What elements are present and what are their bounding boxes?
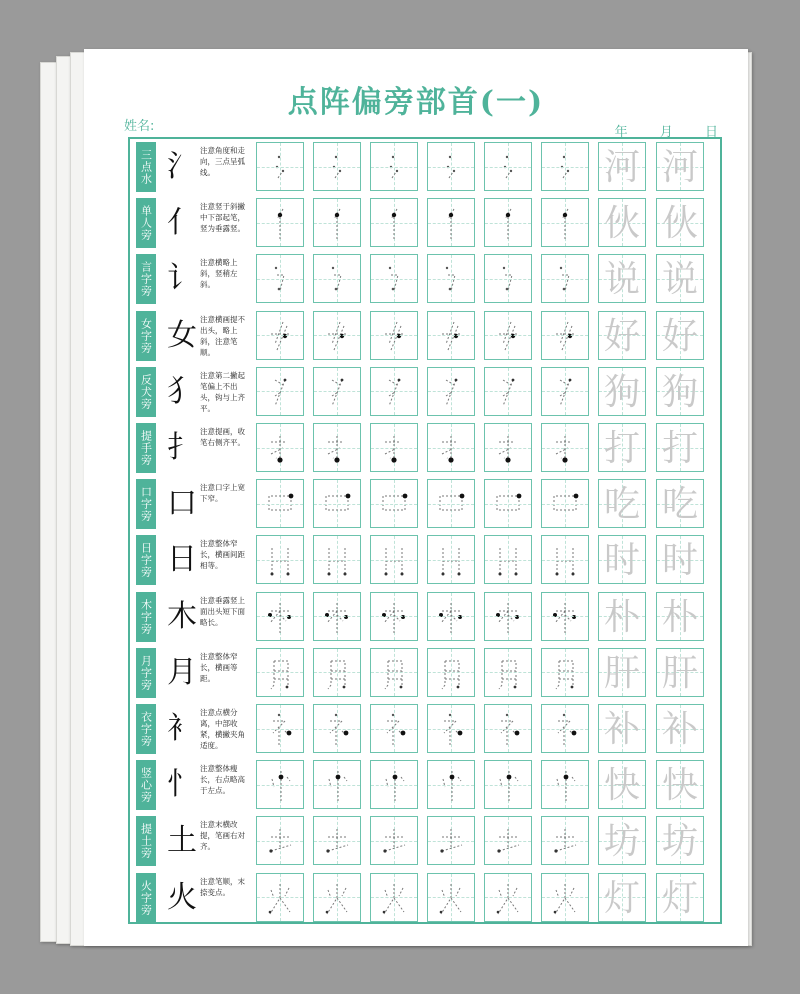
trace-character: 朴 bbox=[603, 596, 640, 638]
stroke-guide-icon bbox=[428, 536, 476, 585]
radical-model-character: 口 bbox=[167, 486, 197, 522]
trace-character: 肝 bbox=[603, 652, 640, 694]
trace-character: 灯 bbox=[661, 877, 698, 919]
stroke-guide-icon bbox=[428, 424, 476, 473]
trace-character: 河 bbox=[603, 147, 640, 188]
radical-name-label: 木字旁 bbox=[136, 592, 156, 642]
dot-matrix-practice-cell[interactable] bbox=[370, 704, 418, 753]
stroke-guide-icon bbox=[314, 874, 362, 923]
dot-matrix-practice-cell[interactable] bbox=[370, 479, 418, 528]
stroke-guide-icon bbox=[485, 255, 533, 304]
dot-matrix-practice-cell[interactable] bbox=[313, 142, 361, 191]
dot-matrix-practice-cell[interactable] bbox=[370, 311, 418, 360]
dot-matrix-practice-cell[interactable] bbox=[427, 479, 475, 528]
trace-character-cell[interactable] bbox=[656, 311, 704, 360]
stroke-guide-icon bbox=[314, 761, 362, 810]
dot-matrix-practice-cell[interactable] bbox=[313, 760, 361, 809]
trace-character-cell[interactable] bbox=[656, 479, 704, 528]
radical-model-character: 土 bbox=[167, 823, 197, 859]
dot-matrix-practice-cell[interactable] bbox=[427, 873, 475, 922]
radical-name-label: 言字旁 bbox=[136, 254, 156, 304]
dot-matrix-practice-cell[interactable] bbox=[313, 479, 361, 528]
writing-tip: 注意角度和走向，三点呈弧线。 bbox=[200, 146, 245, 177]
date-year: 年 bbox=[614, 125, 628, 140]
dot-matrix-practice-cell[interactable] bbox=[370, 142, 418, 191]
trace-character: 好 bbox=[603, 315, 640, 357]
stroke-guide-icon bbox=[485, 424, 533, 473]
dot-matrix-practice-cell[interactable] bbox=[370, 592, 418, 641]
stroke-guide-icon bbox=[542, 817, 590, 866]
trace-character-cell[interactable] bbox=[598, 816, 646, 865]
dot-matrix-practice-cell[interactable] bbox=[427, 816, 475, 865]
stroke-guide-icon bbox=[485, 368, 533, 417]
radical-row bbox=[130, 476, 720, 532]
dot-matrix-practice-cell[interactable] bbox=[541, 535, 589, 584]
dot-matrix-practice-cell[interactable] bbox=[541, 592, 589, 641]
writing-tip: 注意整体窄长，横画间距相等。 bbox=[200, 539, 245, 571]
radical-row bbox=[130, 757, 720, 813]
stroke-guide-icon bbox=[428, 817, 476, 866]
stroke-guide-icon bbox=[371, 255, 419, 304]
trace-character-cell[interactable] bbox=[656, 254, 704, 303]
trace-character-cell[interactable] bbox=[598, 592, 646, 641]
dot-matrix-practice-cell[interactable] bbox=[541, 704, 589, 753]
dot-matrix-practice-cell[interactable] bbox=[370, 367, 418, 416]
stroke-guide-icon bbox=[371, 143, 419, 192]
dot-matrix-practice-cell[interactable] bbox=[370, 816, 418, 865]
writing-tip: 注意横略上斜，竖稍左斜。 bbox=[200, 258, 238, 290]
dot-matrix-practice-cell[interactable] bbox=[313, 367, 361, 416]
trace-character-cell[interactable] bbox=[656, 367, 704, 416]
dot-matrix-practice-cell[interactable] bbox=[256, 254, 304, 303]
stroke-guide-icon bbox=[542, 199, 590, 248]
stroke-guide-icon bbox=[371, 368, 419, 417]
stroke-guide-icon bbox=[257, 761, 305, 810]
radical-model-character: 讠 bbox=[167, 261, 197, 297]
radical-row bbox=[130, 645, 720, 701]
stroke-guide-icon bbox=[485, 817, 533, 866]
stroke-guide-icon bbox=[371, 480, 419, 529]
trace-character-cell[interactable] bbox=[656, 423, 704, 472]
stroke-guide-icon bbox=[257, 312, 305, 361]
stroke-guide-icon bbox=[371, 874, 419, 923]
stroke-guide-icon bbox=[485, 761, 533, 810]
dot-matrix-practice-cell[interactable] bbox=[370, 423, 418, 472]
radical-model-character: 日 bbox=[167, 542, 197, 578]
radical-name-label: 提土旁 bbox=[136, 816, 156, 866]
stroke-guide-icon bbox=[371, 761, 419, 810]
trace-character-cell[interactable] bbox=[656, 760, 704, 809]
dot-matrix-practice-cell[interactable] bbox=[484, 142, 532, 191]
stroke-guide-icon bbox=[314, 424, 362, 473]
stroke-guide-icon bbox=[542, 424, 590, 473]
writing-tip: 注意末横改提，笔画右对齐。 bbox=[200, 820, 245, 852]
stroke-guide-icon bbox=[314, 199, 362, 248]
trace-character-cell[interactable] bbox=[598, 311, 646, 360]
trace-character: 吃 bbox=[661, 484, 698, 526]
dot-matrix-practice-cell[interactable] bbox=[313, 535, 361, 584]
stroke-guide-icon bbox=[257, 705, 305, 754]
stroke-guide-icon bbox=[485, 593, 533, 642]
radical-model-character: 火 bbox=[167, 879, 197, 915]
stroke-guide-icon bbox=[428, 143, 476, 192]
dot-matrix-practice-cell[interactable] bbox=[313, 704, 361, 753]
writing-tip: 注意口字上宽下窄。 bbox=[200, 483, 245, 504]
radical-row bbox=[130, 870, 720, 926]
writing-tip: 注意整体瘦长，右点略高于左点。 bbox=[200, 764, 245, 796]
dot-matrix-practice-cell[interactable] bbox=[541, 648, 589, 697]
radical-model-character: 木 bbox=[167, 598, 197, 634]
trace-character: 伙 bbox=[661, 203, 698, 245]
date-month: 月 bbox=[659, 125, 673, 140]
dot-matrix-practice-cell[interactable] bbox=[427, 254, 475, 303]
stroke-guide-icon bbox=[542, 593, 590, 642]
dot-matrix-practice-cell[interactable] bbox=[256, 311, 304, 360]
stroke-guide-icon bbox=[314, 817, 362, 866]
radical-row bbox=[130, 308, 720, 364]
trace-character: 好 bbox=[661, 315, 698, 357]
stroke-guide-icon bbox=[542, 874, 590, 923]
trace-character-cell[interactable] bbox=[656, 648, 704, 697]
writing-tip: 注意提画，收笔右侧齐平。 bbox=[200, 427, 245, 447]
practice-grid bbox=[128, 137, 722, 924]
stroke-guide-icon bbox=[371, 199, 419, 248]
dot-matrix-practice-cell[interactable] bbox=[484, 479, 532, 528]
trace-character: 肝 bbox=[661, 652, 698, 694]
trace-character: 打 bbox=[661, 428, 698, 469]
radical-name-label: 日字旁 bbox=[136, 535, 156, 585]
dot-matrix-practice-cell[interactable] bbox=[313, 816, 361, 865]
radical-name-label: 提手旁 bbox=[136, 423, 156, 473]
dot-matrix-practice-cell[interactable] bbox=[370, 198, 418, 247]
trace-character-cell[interactable] bbox=[598, 648, 646, 697]
dot-matrix-practice-cell[interactable] bbox=[313, 198, 361, 247]
stroke-guide-icon bbox=[485, 874, 533, 923]
stroke-guide-icon bbox=[314, 368, 362, 417]
stroke-guide-icon bbox=[428, 705, 476, 754]
stroke-guide-icon bbox=[428, 368, 476, 417]
stroke-guide-icon bbox=[542, 312, 590, 361]
radical-name-label: 竖心旁 bbox=[136, 760, 156, 810]
stroke-guide-icon bbox=[542, 368, 590, 417]
dot-matrix-practice-cell[interactable] bbox=[313, 873, 361, 922]
stroke-guide-icon bbox=[542, 649, 590, 698]
dot-matrix-practice-cell[interactable] bbox=[256, 479, 304, 528]
stroke-guide-icon bbox=[257, 368, 305, 417]
dot-matrix-practice-cell[interactable] bbox=[370, 648, 418, 697]
trace-character: 时 bbox=[603, 540, 640, 582]
radical-model-character: 忄 bbox=[167, 767, 197, 803]
dot-matrix-practice-cell[interactable] bbox=[541, 254, 589, 303]
stroke-guide-icon bbox=[257, 536, 305, 585]
dot-matrix-practice-cell[interactable] bbox=[427, 704, 475, 753]
stroke-guide-icon bbox=[314, 649, 362, 698]
stroke-guide-icon bbox=[485, 143, 533, 192]
worksheet bbox=[84, 49, 748, 946]
radical-row bbox=[130, 701, 720, 757]
stroke-guide-icon bbox=[371, 705, 419, 754]
stroke-guide-icon bbox=[371, 593, 419, 642]
stroke-guide-icon bbox=[428, 874, 476, 923]
dot-matrix-practice-cell[interactable] bbox=[427, 648, 475, 697]
trace-character: 补 bbox=[661, 709, 698, 750]
stroke-guide-icon bbox=[314, 312, 362, 361]
dot-matrix-practice-cell[interactable] bbox=[256, 648, 304, 697]
trace-character: 河 bbox=[661, 147, 698, 188]
dot-matrix-practice-cell[interactable] bbox=[427, 142, 475, 191]
dot-matrix-practice-cell[interactable] bbox=[541, 873, 589, 922]
stroke-guide-icon bbox=[257, 424, 305, 473]
dot-matrix-practice-cell[interactable] bbox=[541, 816, 589, 865]
radical-model-character: 月 bbox=[167, 654, 197, 690]
stroke-guide-icon bbox=[428, 480, 476, 529]
dot-matrix-practice-cell[interactable] bbox=[427, 198, 475, 247]
stroke-guide-icon bbox=[257, 143, 305, 192]
dot-matrix-practice-cell[interactable] bbox=[370, 760, 418, 809]
writing-tip: 注意垂露竖上面出头短下面略长。 bbox=[200, 595, 245, 627]
dot-matrix-practice-cell[interactable] bbox=[313, 648, 361, 697]
writing-tip: 注意整体窄长，横画等距。 bbox=[200, 651, 238, 683]
stroke-guide-icon bbox=[485, 199, 533, 248]
radical-name-label: 女字旁 bbox=[136, 311, 156, 361]
stroke-guide-icon bbox=[428, 649, 476, 698]
radical-row bbox=[130, 195, 720, 251]
stroke-guide-icon bbox=[257, 649, 305, 698]
stroke-guide-icon bbox=[314, 480, 362, 529]
trace-character: 狗 bbox=[661, 371, 698, 413]
dot-matrix-practice-cell[interactable] bbox=[256, 142, 304, 191]
trace-character: 吃 bbox=[603, 484, 640, 526]
dot-matrix-practice-cell[interactable] bbox=[256, 592, 304, 641]
trace-character: 说 bbox=[603, 259, 640, 301]
stroke-guide-icon bbox=[371, 817, 419, 866]
trace-character-cell[interactable] bbox=[598, 760, 646, 809]
radical-model-character: 氵 bbox=[167, 149, 197, 184]
trace-character-cell[interactable] bbox=[598, 142, 646, 191]
trace-character-cell[interactable] bbox=[656, 535, 704, 584]
radical-model-character: 亻 bbox=[167, 205, 197, 241]
dot-matrix-practice-cell[interactable] bbox=[427, 535, 475, 584]
stroke-guide-icon bbox=[428, 593, 476, 642]
name-label: 姓名: bbox=[124, 119, 155, 134]
trace-character: 打 bbox=[603, 428, 640, 469]
stroke-guide-icon bbox=[257, 199, 305, 248]
trace-character-cell[interactable] bbox=[598, 873, 646, 922]
dot-matrix-practice-cell[interactable] bbox=[313, 423, 361, 472]
dot-matrix-practice-cell[interactable] bbox=[427, 423, 475, 472]
dot-matrix-practice-cell[interactable] bbox=[256, 423, 304, 472]
dot-matrix-practice-cell[interactable] bbox=[484, 704, 532, 753]
trace-character: 灯 bbox=[603, 877, 640, 919]
radical-model-character: 扌 bbox=[167, 430, 197, 465]
trace-character-cell[interactable] bbox=[598, 704, 646, 753]
stroke-guide-icon bbox=[542, 480, 590, 529]
stroke-guide-icon bbox=[257, 593, 305, 642]
stroke-guide-icon bbox=[257, 480, 305, 529]
trace-character-cell[interactable] bbox=[656, 198, 704, 247]
trace-character-cell[interactable] bbox=[656, 816, 704, 865]
dot-matrix-practice-cell[interactable] bbox=[484, 367, 532, 416]
stroke-guide-icon bbox=[485, 312, 533, 361]
trace-character-cell[interactable] bbox=[656, 873, 704, 922]
writing-tip: 注意点横分离，中部收紧，横撇夹角适度。 bbox=[200, 708, 245, 750]
radical-name-label: 火字旁 bbox=[136, 873, 156, 923]
date-day: 日 bbox=[704, 125, 718, 140]
stroke-guide-icon bbox=[314, 143, 362, 192]
dot-matrix-practice-cell[interactable] bbox=[256, 704, 304, 753]
stroke-guide-icon bbox=[371, 312, 419, 361]
stroke-guide-icon bbox=[428, 761, 476, 810]
radical-model-character: 犭 bbox=[167, 373, 197, 409]
trace-character-cell[interactable] bbox=[598, 254, 646, 303]
dot-matrix-practice-cell[interactable] bbox=[484, 816, 532, 865]
radical-row bbox=[130, 813, 720, 869]
dot-matrix-practice-cell[interactable] bbox=[256, 198, 304, 247]
trace-character: 伙 bbox=[603, 203, 640, 245]
trace-character-cell[interactable] bbox=[656, 592, 704, 641]
dot-matrix-practice-cell[interactable] bbox=[313, 592, 361, 641]
dot-matrix-practice-cell[interactable] bbox=[484, 254, 532, 303]
dot-matrix-practice-cell[interactable] bbox=[370, 254, 418, 303]
dot-matrix-practice-cell[interactable] bbox=[313, 311, 361, 360]
trace-character: 坊 bbox=[603, 821, 640, 863]
dot-matrix-practice-cell[interactable] bbox=[256, 760, 304, 809]
dot-matrix-practice-cell[interactable] bbox=[484, 648, 532, 697]
stroke-guide-icon bbox=[428, 312, 476, 361]
dot-matrix-practice-cell[interactable] bbox=[370, 873, 418, 922]
stroke-guide-icon bbox=[371, 424, 419, 473]
stroke-guide-icon bbox=[257, 817, 305, 866]
dot-matrix-practice-cell[interactable] bbox=[484, 198, 532, 247]
dot-matrix-practice-cell[interactable] bbox=[256, 367, 304, 416]
writing-tip: 注意第二撇起笔偏上不出头，钩与上齐平。 bbox=[200, 370, 245, 413]
dot-matrix-practice-cell[interactable] bbox=[484, 535, 532, 584]
trace-character-cell[interactable] bbox=[656, 142, 704, 191]
dot-matrix-practice-cell[interactable] bbox=[370, 535, 418, 584]
dot-matrix-practice-cell[interactable] bbox=[256, 535, 304, 584]
dot-matrix-practice-cell[interactable] bbox=[484, 592, 532, 641]
writing-tip: 注意横画提不出头，略上斜，注意笔顺。 bbox=[200, 314, 245, 357]
stroke-guide-icon bbox=[542, 255, 590, 304]
radical-model-character: 衤 bbox=[167, 711, 197, 746]
stroke-guide-icon bbox=[428, 199, 476, 248]
stroke-guide-icon bbox=[485, 536, 533, 585]
stroke-guide-icon bbox=[542, 143, 590, 192]
radical-name-label: 口字旁 bbox=[136, 479, 156, 529]
radical-row bbox=[130, 420, 720, 476]
dot-matrix-practice-cell[interactable] bbox=[313, 254, 361, 303]
dot-matrix-practice-cell[interactable] bbox=[541, 311, 589, 360]
dot-matrix-practice-cell[interactable] bbox=[484, 311, 532, 360]
stroke-guide-icon bbox=[371, 649, 419, 698]
trace-character-cell[interactable] bbox=[598, 198, 646, 247]
name-field bbox=[124, 115, 154, 134]
stroke-guide-icon bbox=[257, 255, 305, 304]
dot-matrix-practice-cell[interactable] bbox=[541, 423, 589, 472]
trace-character: 补 bbox=[603, 709, 640, 750]
radical-row bbox=[130, 532, 720, 588]
dot-matrix-practice-cell[interactable] bbox=[427, 760, 475, 809]
stroke-guide-icon bbox=[314, 705, 362, 754]
radical-name-label: 衣字旁 bbox=[136, 704, 156, 754]
trace-character-cell[interactable] bbox=[598, 367, 646, 416]
trace-character: 快 bbox=[661, 765, 698, 807]
dot-matrix-practice-cell[interactable] bbox=[427, 592, 475, 641]
stroke-guide-icon bbox=[314, 255, 362, 304]
writing-tip: 注意竖于斜撇中下部起笔，竖为垂露竖。 bbox=[200, 202, 245, 234]
dot-matrix-practice-cell[interactable] bbox=[256, 816, 304, 865]
stroke-guide-icon bbox=[314, 593, 362, 642]
radical-row bbox=[130, 364, 720, 420]
stroke-guide-icon bbox=[542, 536, 590, 585]
trace-character: 快 bbox=[603, 765, 640, 807]
trace-character: 说 bbox=[661, 259, 698, 301]
radical-model-character: 女 bbox=[167, 317, 197, 353]
dot-matrix-practice-cell[interactable] bbox=[484, 873, 532, 922]
writing-tip: 注意笔顺，末捺变点。 bbox=[200, 876, 245, 897]
trace-character-cell[interactable] bbox=[598, 479, 646, 528]
radical-name-label: 反犬旁 bbox=[136, 367, 156, 417]
trace-character-cell[interactable] bbox=[656, 704, 704, 753]
dot-matrix-practice-cell[interactable] bbox=[427, 311, 475, 360]
radical-row bbox=[130, 251, 720, 307]
stroke-guide-icon bbox=[542, 705, 590, 754]
dot-matrix-practice-cell[interactable] bbox=[541, 367, 589, 416]
stroke-guide-icon bbox=[542, 761, 590, 810]
stroke-guide-icon bbox=[371, 536, 419, 585]
trace-character: 狗 bbox=[603, 371, 640, 413]
trace-character: 时 bbox=[661, 540, 698, 582]
dot-matrix-practice-cell[interactable] bbox=[541, 198, 589, 247]
trace-character: 坊 bbox=[661, 821, 698, 863]
radical-name-label: 单人旁 bbox=[136, 198, 156, 248]
dot-matrix-practice-cell[interactable] bbox=[484, 760, 532, 809]
radical-row bbox=[130, 139, 720, 195]
dot-matrix-practice-cell[interactable] bbox=[541, 760, 589, 809]
dot-matrix-practice-cell[interactable] bbox=[541, 142, 589, 191]
stroke-guide-icon bbox=[485, 705, 533, 754]
trace-character-cell[interactable] bbox=[598, 423, 646, 472]
stroke-guide-icon bbox=[428, 255, 476, 304]
radical-row bbox=[130, 589, 720, 645]
dot-matrix-practice-cell[interactable] bbox=[427, 367, 475, 416]
trace-character-cell[interactable] bbox=[598, 535, 646, 584]
stroke-guide-icon bbox=[314, 536, 362, 585]
stroke-guide-icon bbox=[485, 480, 533, 529]
stroke-guide-icon bbox=[257, 874, 305, 923]
dot-matrix-practice-cell[interactable] bbox=[484, 423, 532, 472]
trace-character: 朴 bbox=[661, 596, 698, 638]
radical-name-label: 三点水 bbox=[136, 142, 156, 192]
radical-name-label: 月字旁 bbox=[136, 648, 156, 698]
dot-matrix-practice-cell[interactable] bbox=[541, 479, 589, 528]
page-title: 点阵偏旁部首(一) bbox=[287, 85, 545, 120]
dot-matrix-practice-cell[interactable] bbox=[256, 873, 304, 922]
stroke-guide-icon bbox=[485, 649, 533, 698]
